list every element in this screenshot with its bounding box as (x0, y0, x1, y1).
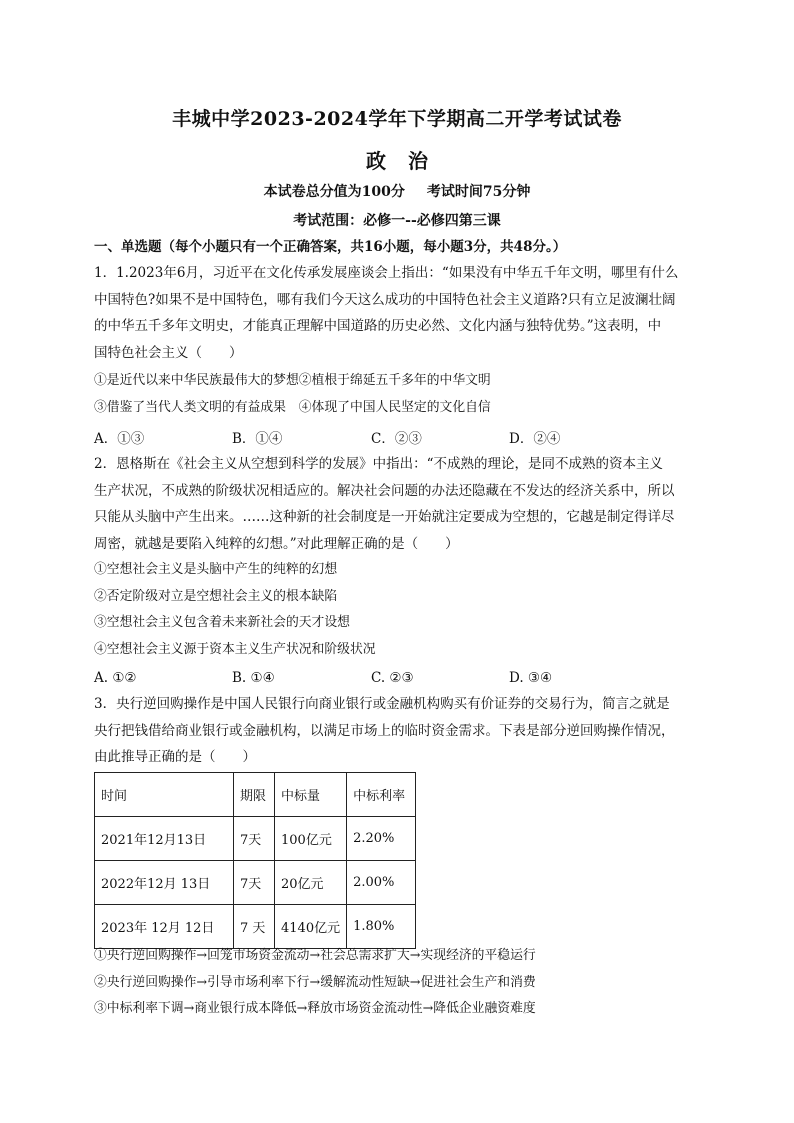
question-2-stem (94, 451, 706, 557)
question-line: 3．央行逆回购操作是中国人民银行向商业银行或金融机构购买有价证券的交易行为，简言之就是 (94, 696, 670, 712)
option-b: B. ①④ (232, 670, 275, 686)
table-header-row (95, 773, 416, 817)
question-line: 生产状况，不成熟的阶级状况相适应的。解决社会问题的办法还隐藏在不发达的经济关系中，所以 (94, 482, 675, 499)
table-cell: 2021年12月13日 (95, 817, 234, 861)
table-header-cell: 中标利率 (347, 773, 416, 817)
option-a: A. ①② (94, 670, 137, 686)
question-line: 国特色社会主义（ ） (94, 344, 243, 361)
table-cell: 2022年12月 13日 (95, 861, 234, 905)
table-row (95, 861, 416, 905)
question-line: 1．1.2023年6月，习近平在文化传承发展座谈会上指出：“如果没有中华五千年文明，哪里有什么 (94, 265, 679, 281)
table-cell: 2.00% (347, 861, 416, 905)
table-cell: 7天 (234, 817, 275, 861)
statement-item: ①空想社会主义是头脑中产生的纯粹的幻想 (94, 562, 338, 577)
question-3-stem (94, 691, 706, 771)
table-header-cell: 中标量 (275, 773, 347, 817)
question-line: 只能从头脑中产生出来。……这种新的社会制度是一开始就注定要成为空想的，它越是制定得详尽 (94, 509, 675, 525)
question-1-stem (94, 260, 706, 366)
table-cell: 100亿元 (275, 817, 347, 861)
exam-info (0, 181, 794, 201)
time-info: 考试时间75分钟 (426, 184, 531, 200)
option-d: D．②④ (509, 431, 561, 447)
question-line: 的中华五千多年文明史，才能真正理解中国道路的历史必然、文化内涵与独特优势。”这表明，中 (94, 318, 662, 334)
table-cell: 2023年 12月 12日 (95, 905, 234, 949)
statement-item: ②央行逆回购操作→引导市场利率下行→缓解流动性短缺→促进社会生产和消费 (94, 974, 536, 990)
question-2-items (94, 557, 706, 663)
table-row (95, 817, 416, 861)
statement-item: ③借鉴了当代人类文明的有益成果 ④体现了中国人民坚定的文化自信 (94, 399, 491, 415)
question-line: 由此推导正确的是（ ） (94, 749, 256, 765)
exam-title: 丰城中学2023-2024学年下学期高二开学考试试卷 (172, 108, 622, 130)
question-1-items (94, 368, 706, 421)
table-cell: 7 天 (234, 905, 275, 949)
statement-item: ③空想社会主义包含着未来新社会的天才设想 (94, 615, 350, 630)
statement-item: ②否定阶级对立是空想社会主义的根本缺陷 (94, 588, 338, 604)
table-cell: 2.20% (347, 817, 416, 861)
table-cell: 20亿元 (275, 861, 347, 905)
table-cell: 7天 (234, 861, 275, 905)
question-3-items (94, 943, 706, 1023)
question-line: 央行把钱借给商业银行或金融机构，以满足市场上的临时资金需求。下表是部分逆回购操作情况， (94, 722, 675, 739)
score-info: 本试卷总分值为100分 (263, 184, 405, 200)
statement-item: ①是近代以来中华民族最伟大的梦想②植根于绵延五千多年的中华文明 (94, 373, 491, 388)
exam-scope: 考试范围：必修一--必修四第三课 (293, 213, 501, 229)
section-heading: 一、单选题（每个小题只有一个正确答案，共16小题，每小题3分，共48分。） (94, 239, 567, 255)
table-header-cell: 时间 (95, 773, 234, 817)
statement-item: ①央行逆回购操作→回笼市场资金流动→社会总需求扩大→实现经济的平稳运行 (94, 948, 536, 963)
table-row (95, 905, 416, 949)
option-d: D. ③④ (509, 670, 553, 686)
subject-title: 政治 (366, 149, 450, 173)
statement-item: ④空想社会主义源于资本主义生产状况和阶级状况 (94, 641, 376, 657)
option-c: C．②③ (371, 431, 422, 447)
repo-operations-table (94, 772, 416, 949)
option-b: B．①④ (232, 431, 283, 447)
table-header-cell: 期限 (234, 773, 275, 817)
table-cell: 4140亿元 (275, 905, 347, 949)
option-c: C. ②③ (371, 670, 414, 686)
option-a: A．①③ (94, 431, 145, 447)
question-line: 周密，就越是要陷入纯粹的幻想。”对此理解正确的是（ ） (94, 535, 459, 552)
statement-item: ③中标利率下调→商业银行成本降低→释放市场资金流动性→降低企业融资难度 (94, 1001, 536, 1016)
question-line: 2．恩格斯在《社会主义从空想到科学的发展》中指出：“不成熟的理论，是同不成熟的资本主义 (94, 456, 663, 472)
question-line: 中国特色?如果不是中国特色，哪有我们今天这么成功的中国特色社会主义道路?只有立足波澜壮阔 (94, 291, 676, 308)
table-cell: 1.80% (347, 905, 416, 949)
